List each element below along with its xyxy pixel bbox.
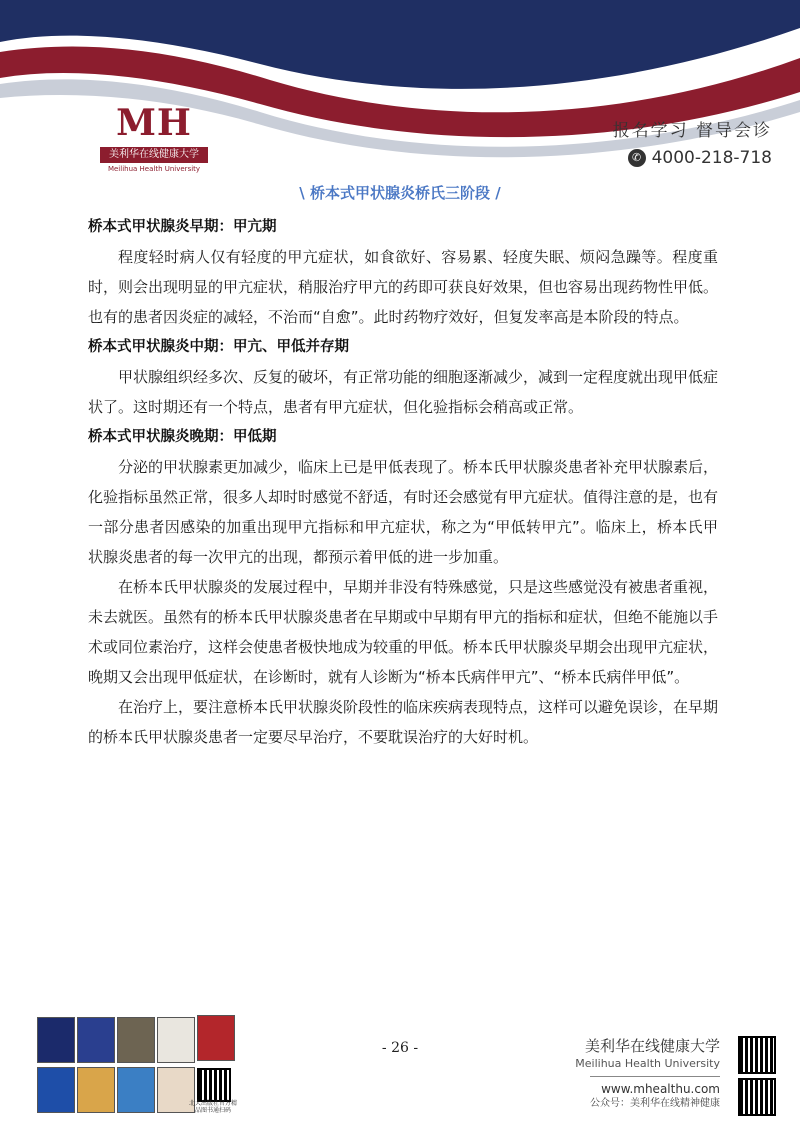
section-title: \ 桥本式甲状腺炎桥氏三阶段 / bbox=[299, 184, 501, 202]
footer-divider bbox=[590, 1076, 720, 1077]
article-body bbox=[88, 212, 718, 752]
footer-name: 美利华在线健康大学 bbox=[584, 1037, 720, 1055]
phone-icon: ✆ bbox=[628, 149, 646, 167]
footer-website: www.mhealthu.com bbox=[601, 1082, 720, 1096]
section-heading-middle: 桥本式甲状腺炎中期：甲亢、甲低并存期 bbox=[88, 339, 349, 355]
qr-code-icon bbox=[738, 1036, 776, 1074]
section-heading-early: 桥本式甲状腺炎早期：甲亢期 bbox=[88, 219, 277, 235]
paragraph: 在桥本氏甲状腺炎的发展过程中，早期并非没有特殊感觉，只是这些感觉没有被患者重视，未去就医。虽然有的桥本氏甲状腺炎患者在早期或中早期有甲亢的指标和症状，但绝不能施以手术或同位素治疗，这样会使患者极快地成为较重的甲低。桥本氏甲状腺炎早期会出现甲亢症状，晚期又会出现甲低症状，在诊断时，就有人诊断为“桥本氏病伴甲亢”、“桥本氏病伴甲低”。 bbox=[88, 578, 719, 686]
paragraph: 甲状腺组织经多次、反复的破坏，有正常功能的细胞逐渐减少，减到一定程度就出现甲低症状了。这时期还有一个特点，患者有甲亢症状，但化验指标会稍高或正常。 bbox=[88, 368, 719, 416]
qr-caption: 北大出版社官方精品图书通扫码 bbox=[188, 1100, 237, 1114]
qr-code-icon bbox=[197, 1068, 231, 1102]
book-cover-image bbox=[37, 1067, 75, 1113]
footer-branding bbox=[575, 1036, 720, 1111]
footer-public-account: 公众号：美利华在线精神健康 bbox=[590, 1098, 720, 1109]
section-heading-late: 桥本式甲状腺炎晚期：甲低期 bbox=[88, 429, 277, 445]
footer-name-en: Meilihua Health University bbox=[575, 1057, 720, 1070]
logo-mark: MH bbox=[116, 102, 192, 144]
logo-ribbon-name: 美利华在线健康大学 bbox=[100, 147, 208, 163]
contact-phone-row bbox=[613, 146, 772, 170]
footer-book-covers bbox=[35, 1013, 275, 1118]
book-cover-image bbox=[117, 1067, 155, 1113]
contact-title: 报名学习 督导会诊 bbox=[612, 121, 772, 141]
logo-subtitle: Meilihua Health University bbox=[107, 165, 201, 173]
book-cover-image bbox=[77, 1067, 115, 1113]
qr-code-icon bbox=[738, 1078, 776, 1116]
paragraph: 在治疗上，要注意桥本氏甲状腺炎阶段性的临床疾病表现特点，这样可以避免误诊，在早期的桥本氏甲状腺炎患者一定要尽早治疗，不要耽误治疗的大好时机。 bbox=[88, 698, 719, 746]
paragraph: 分泌的甲状腺素更加减少，临床上已是甲低表现了。桥本氏甲状腺炎患者补充甲状腺素后，化验指标虽然正常，很多人却时时感觉不舒适，有时还会感觉有甲亢症状。值得注意的是，也有一部分患者因感染的加重出现甲亢指标和甲亢症状，称之为“甲低转甲亢”。临床上，桥本氏甲状腺炎患者的每一次甲亢的出现，都预示着甲低的进一步加重。 bbox=[88, 458, 719, 566]
page-number: - 26 - bbox=[381, 1040, 419, 1056]
header-contact bbox=[613, 120, 772, 170]
paragraph: 程度轻时病人仅有轻度的甲亢症状，如食欲好、容易累、轻度失眠、烦闷急躁等。程度重时，则会出现明显的甲亢症状，稍服治疗甲亢的药即可获良好效果，但也容易出现药物性甲低。也有的患者因炎症的减轻，不治而“自愈”。此时药物疗效好，但复发率高是本阶段的特点。 bbox=[88, 248, 719, 326]
contact-phone: 4000-218-718 bbox=[651, 148, 772, 168]
university-logo bbox=[100, 103, 208, 181]
